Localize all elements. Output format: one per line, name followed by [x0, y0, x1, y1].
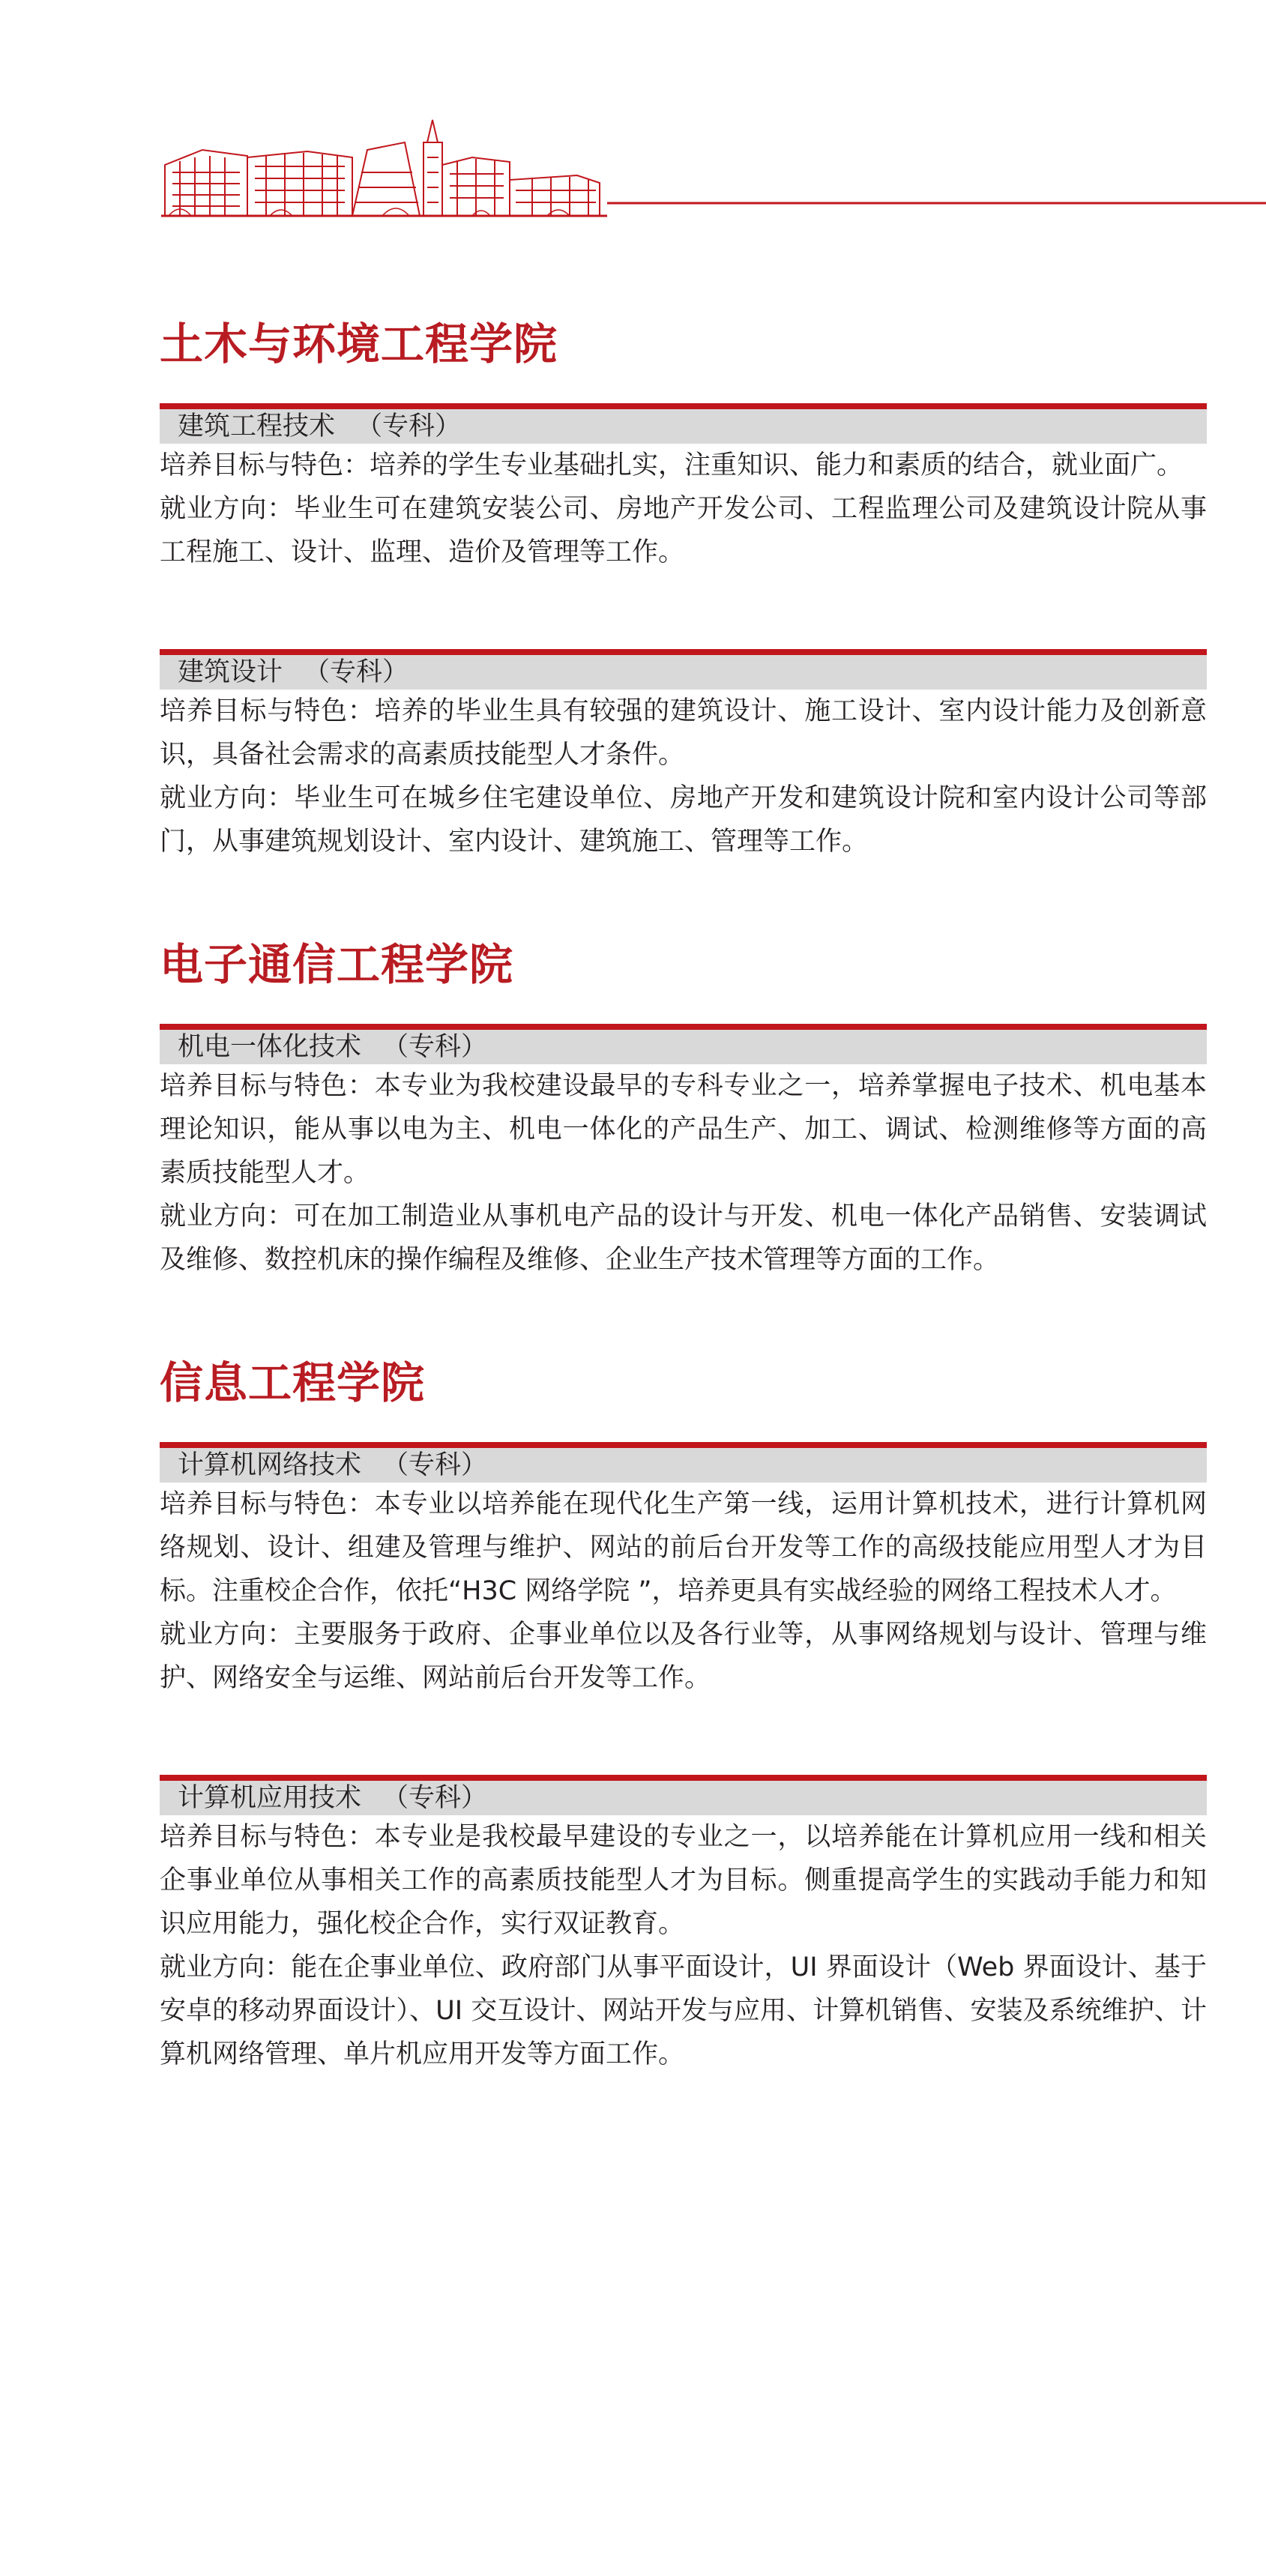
- goal-text: 培养的毕业生具有较强的建筑设计、施工设计、室内设计能力及创新意识，具备社会需求的高素质技能型人才条件。: [160, 696, 1207, 770]
- career-paragraph: [160, 776, 1207, 863]
- major-header: [160, 1024, 1207, 1064]
- goal-paragraph: [160, 1482, 1207, 1613]
- major-block: [160, 649, 1207, 863]
- goal-text: 本专业为我校建设最早的专科专业之一，培养掌握电子技术、机电基本理论知识，能从事以电为主、机电一体化的产品生产、加工、调试、检测维修等方面的高素质技能型人才。: [160, 1071, 1207, 1188]
- major-block: [160, 1024, 1207, 1282]
- college-section: [160, 935, 1207, 1282]
- career-text: 能在企事业单位、政府部门从事平面设计，UI 界面设计（Web 界面设计、基于安卓的移动界面设计）、UI 交互设计、网站开发与应用、计算机销售、安装及系统维护、计算机网络管理、单片机应用开发等方面工作。: [160, 1952, 1207, 2069]
- college-section: [160, 315, 1207, 863]
- major-level: （专科）: [382, 1450, 488, 1480]
- career-label: 就业方向：: [160, 1201, 295, 1231]
- college-section: [160, 1354, 1207, 2076]
- career-paragraph: [160, 1613, 1207, 1700]
- goal-label: 培养目标与特色：: [160, 1489, 375, 1519]
- major-level: （专科）: [304, 657, 409, 687]
- career-label: 就业方向：: [160, 1952, 292, 1982]
- major-level: （专科）: [382, 1032, 488, 1062]
- major-name: 建筑工程技术: [178, 411, 336, 441]
- goal-paragraph: [160, 1064, 1207, 1195]
- major-level: （专科）: [382, 1783, 488, 1813]
- main-content: [160, 315, 1207, 2076]
- major-name: 建筑设计: [178, 657, 283, 687]
- major-name: 计算机应用技术: [178, 1783, 362, 1813]
- goal-paragraph: [160, 690, 1207, 776]
- major-header: [160, 1775, 1207, 1815]
- goal-text: 培养的学生专业基础扎实，注重知识、能力和素质的结合，就业面广。: [370, 450, 1184, 480]
- career-paragraph: [160, 1946, 1207, 2076]
- career-text: 可在加工制造业从事机电产品的设计与开发、机电一体化产品销售、安装调试及维修、数控机床的操作编程及维修、企业生产技术管理等方面的工作。: [160, 1201, 1207, 1275]
- goal-text: 本专业是我校最早建设的专业之一，以培养能在计算机应用一线和相关企事业单位从事相关工作的高素质技能型人才为目标。侧重提高学生的实践动手能力和知识应用能力，强化校企合作，实行双证教育。: [160, 1822, 1207, 1939]
- major-header: [160, 403, 1207, 444]
- major-block: [160, 1442, 1207, 1700]
- goal-label: 培养目标与特色：: [160, 696, 375, 726]
- major-header: [160, 1442, 1207, 1482]
- career-text: 毕业生可在城乡住宅建设单位、房地产开发和建筑设计院和室内设计公司等部门，从事建筑规划设计、室内设计、建筑施工、管理等工作。: [160, 783, 1207, 857]
- college-title: 电子通信工程学院: [160, 939, 514, 990]
- major-block: [160, 1775, 1207, 2076]
- career-label: 就业方向：: [160, 783, 295, 813]
- career-text: 主要服务于政府、企事业单位以及各行业等，从事网络规划与设计、管理与维护、网络安全与运维、网站前后台开发等工作。: [160, 1620, 1207, 1693]
- career-paragraph: [160, 487, 1207, 574]
- goal-text: 本专业以培养能在现代化生产第一线，运用计算机技术，进行计算机网络规划、设计、组建及管理与维护、网站的前后台开发等工作的高级技能应用型人才为目标。注重校企合作，依托“H3C 网络学院 ”，培养更具有实战经验的网络工程技术人才。: [160, 1489, 1207, 1606]
- major-name: 计算机网络技术: [178, 1450, 362, 1480]
- career-paragraph: [160, 1195, 1207, 1282]
- goal-label: 培养目标与特色：: [160, 1822, 375, 1852]
- career-label: 就业方向：: [160, 494, 295, 524]
- major-level: （专科）: [356, 411, 462, 441]
- campus-header: [157, 112, 1266, 225]
- career-label: 就业方向：: [160, 1620, 295, 1650]
- goal-label: 培养目标与特色：: [160, 450, 370, 480]
- goal-label: 培养目标与特色：: [160, 1071, 375, 1101]
- college-title: 信息工程学院: [160, 1357, 426, 1408]
- goal-paragraph: [160, 1815, 1207, 1946]
- campus-building-sketch-icon: [157, 112, 1266, 225]
- major-name: 机电一体化技术: [178, 1032, 362, 1062]
- goal-paragraph: [160, 444, 1207, 487]
- career-text: 毕业生可在建筑安装公司、房地产开发公司、工程监理公司及建筑设计院从事工程施工、设计、监理、造价及管理等工作。: [160, 494, 1207, 567]
- major-block: [160, 403, 1207, 574]
- college-title: 土木与环境工程学院: [160, 319, 558, 369]
- major-header: [160, 649, 1207, 690]
